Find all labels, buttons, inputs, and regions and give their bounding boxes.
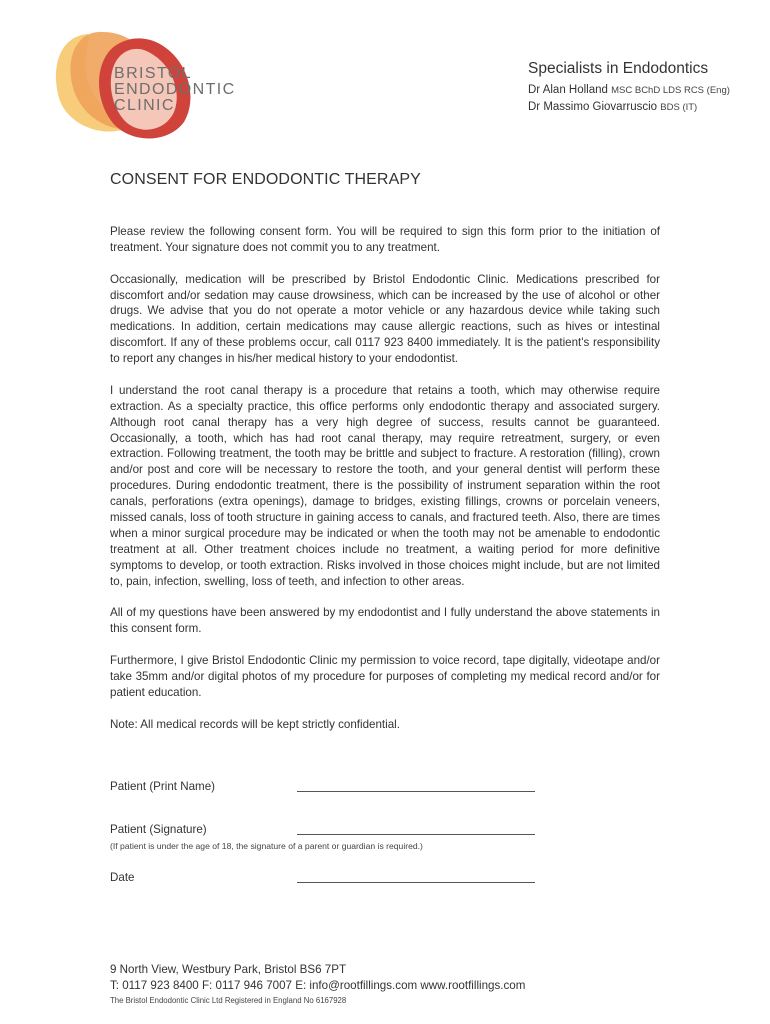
document-title: CONSENT FOR ENDODONTIC THERAPY [110, 171, 421, 188]
doctor-1 [528, 82, 764, 99]
logo-line-3: CLINIC [114, 97, 175, 114]
logo-line-1: BRISTOL [114, 65, 192, 82]
consent-body [110, 224, 660, 748]
paragraph-recording: Furthermore, I give Bristol Endodontic Clinic my permission to voice record, tape digitally, videotape and/or take 35mm and/or digital photos of my procedure for purposes of completing my medical record and/or for patient education. [110, 654, 660, 699]
logo-wordmark [114, 66, 236, 114]
practice-heading: Specialists in Endodontics [528, 60, 709, 77]
paragraph-medication: Occasionally, medication will be prescribed by Bristol Endodontic Clinic. Medications prescribed for discomfort and/or sedation may cause drowsiness, which can be increased by the use of alcohol or other drugs. We advise that you do not operate a motor vehicle or any hazardous device while taking such medications. In addition, certain medications may cause allergic reactions, such as hives or intestinal discomfort. If any of these problems occur, call 0117 923 8400 immediately. It is the patient's responsibility to report any changes in his/her medical history to your endodontist. [110, 272, 660, 366]
doctor-1-qualifications: MSC BChD LDS RCS (Eng) [611, 85, 730, 96]
date-field[interactable] [297, 882, 535, 883]
paragraph-intro: Please review the following consent form. You will be required to sign this form prior to the initiation of treatment. Your signature does not commit you to any treatment. [110, 225, 660, 254]
print-name-label: Patient (Print Name) [110, 780, 216, 793]
paragraph-questions: All of my questions have been answered by my endodontist and I fully understand the above statements in this consent form. [110, 606, 660, 636]
doctor-2-qualifications: BDS (IT) [660, 102, 698, 113]
doctor-1-name: Dr Alan Holland [528, 84, 608, 96]
date-label: Date [110, 871, 135, 884]
practice-info [528, 60, 764, 116]
guardian-note: (If patient is under the age of 18, the signature of a parent or guardian is required.) [110, 841, 423, 851]
footer-address: 9 North View, Westbury Park, Bristol BS6 7PT [110, 963, 347, 976]
print-name-field[interactable] [297, 791, 535, 792]
signature-field[interactable] [297, 834, 535, 835]
clinic-logo [48, 26, 248, 146]
paragraph-confidential: Note: All medical records will be kept strictly confidential. [110, 717, 400, 731]
footer-registration: The Bristol Endodontic Clinic Ltd Registered in England No 6167928 [110, 996, 347, 1005]
doctor-2-name: Dr Massimo Giovarruscio [528, 101, 658, 113]
signature-label: Patient (Signature) [110, 823, 207, 836]
footer-contact: T: 0117 923 8400 F: 0117 946 7007 E: info@rootfillings.com www.rootfillings.com [110, 979, 526, 992]
logo-line-2: ENDODONTIC [114, 81, 236, 98]
doctor-2 [528, 99, 764, 116]
footer [110, 962, 525, 1005]
paragraph-procedure: I understand the root canal therapy is a procedure that retains a tooth, which may otherwise require extraction. As a specialty practice, this office performs only endodontic therapy and associated surgery. Although root canal therapy has a very high degree of success, results cannot be guaranteed. Occasionally, a tooth, which has had root canal therapy, may require retreatment, surgery, or even extraction. Following treatment, the tooth may be brittle and subject to fracture. A restoration (filling), crown and/or post and core will be necessary to restore the tooth, and your general dentist will perform these procedures. During endodontic treatment, there is the possibility of instrument separation within the root canals, perforations (extra openings), damage to bridges, existing fillings, crowns or porcelain veneers, missed canals, loss of tooth structure in gaining access to canals, and fractured teeth. Also, there are times when a minor surgical procedure may be indicated or when the tooth may not be amenable to endodontic treatment at all. Other treatment choices include no treatment, a waiting period for more definitive symptoms to develop, or tooth extraction. Risks involved in those choices might include, but are not limited to, pain, infection, swelling, loss of teeth, and infection to other areas. [110, 383, 660, 588]
